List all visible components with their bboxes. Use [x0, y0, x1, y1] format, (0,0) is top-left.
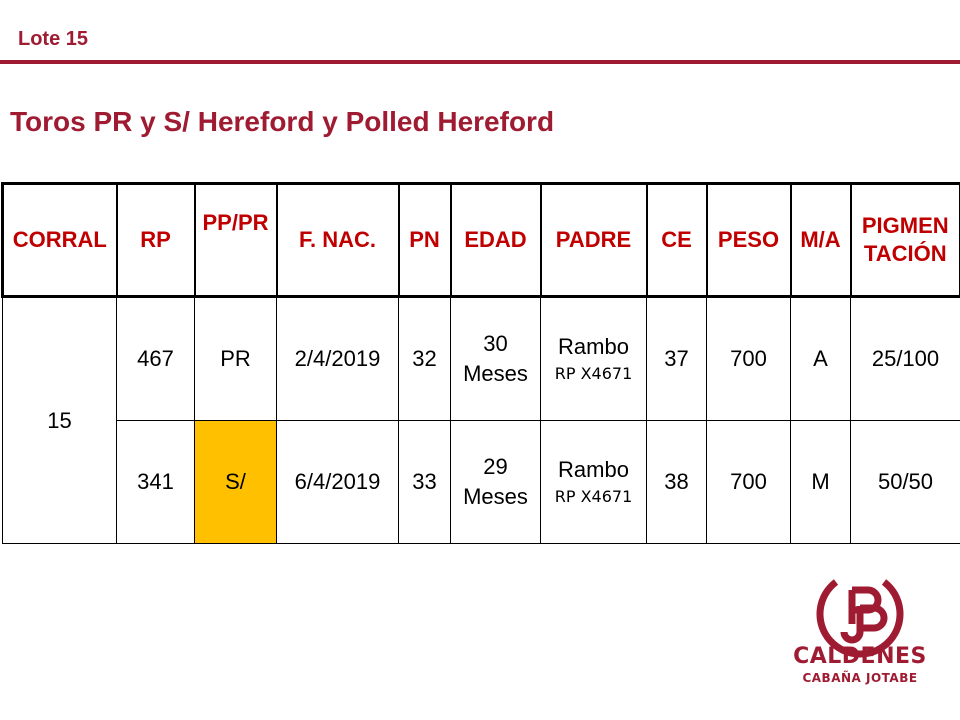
padre-name: Rambo — [558, 334, 629, 359]
brand-logo-text — [770, 644, 950, 686]
edad-number: 29 — [483, 454, 508, 479]
brand-name: CALDENES — [793, 644, 927, 669]
padre-rp: RP X4671 — [554, 487, 633, 506]
cell-edad — [451, 421, 541, 544]
edad-unit: Meses — [463, 361, 528, 386]
col-header-pigmentacion-line2: TACIÓN — [863, 241, 947, 266]
cell-edad — [451, 297, 541, 421]
cell-padre — [541, 421, 647, 544]
cell-ce: 38 — [647, 421, 707, 544]
cell-padre — [541, 297, 647, 421]
padre-rp: RP X4671 — [554, 364, 633, 383]
edad-unit: Meses — [463, 484, 528, 509]
col-header-f-nac: F. NAC. — [277, 184, 399, 297]
padre-name: Rambo — [558, 457, 629, 482]
cell-ce: 37 — [647, 297, 707, 421]
col-header-ce: CE — [647, 184, 707, 297]
cell-peso: 700 — [707, 421, 791, 544]
col-header-ma: M/A — [791, 184, 851, 297]
cell-rp: 467 — [117, 297, 195, 421]
table-header-row — [3, 184, 960, 297]
lote-label: Lote 15 — [18, 28, 89, 50]
col-header-pigmentacion — [851, 184, 960, 297]
cell-rp: 341 — [117, 421, 195, 544]
brand-subtitle: CABAÑA JOTABE — [802, 671, 918, 685]
cell-pp-pr: PR — [195, 297, 277, 421]
table-row — [3, 297, 960, 421]
col-header-pp-pr: PP/PR — [195, 184, 277, 297]
cell-peso: 700 — [707, 297, 791, 421]
table-row — [3, 421, 960, 544]
col-header-edad: EDAD — [451, 184, 541, 297]
page-title: Toros PR y S/ Hereford y Polled Hereford — [10, 106, 555, 137]
cell-pn: 32 — [399, 297, 451, 421]
cell-pp-pr-highlighted: S/ — [195, 421, 277, 544]
col-header-peso: PESO — [707, 184, 791, 297]
cell-pigmentacion: 25/100 — [851, 297, 960, 421]
bulls-table — [1, 182, 960, 544]
col-header-padre: PADRE — [541, 184, 647, 297]
cell-f-nac: 6/4/2019 — [277, 421, 399, 544]
cell-ma: M — [791, 421, 851, 544]
col-header-pigmentacion-line1: PIGMEN — [861, 213, 949, 238]
col-header-rp: RP — [117, 184, 195, 297]
edad-number: 30 — [483, 331, 508, 356]
cell-corral: 15 — [3, 297, 117, 544]
col-header-corral: CORRAL — [3, 184, 117, 297]
cell-pigmentacion: 50/50 — [851, 421, 960, 544]
col-header-pn: PN — [399, 184, 451, 297]
cell-pn: 33 — [399, 421, 451, 544]
header-divider — [0, 60, 960, 64]
cell-ma: A — [791, 297, 851, 421]
cell-f-nac: 2/4/2019 — [277, 297, 399, 421]
